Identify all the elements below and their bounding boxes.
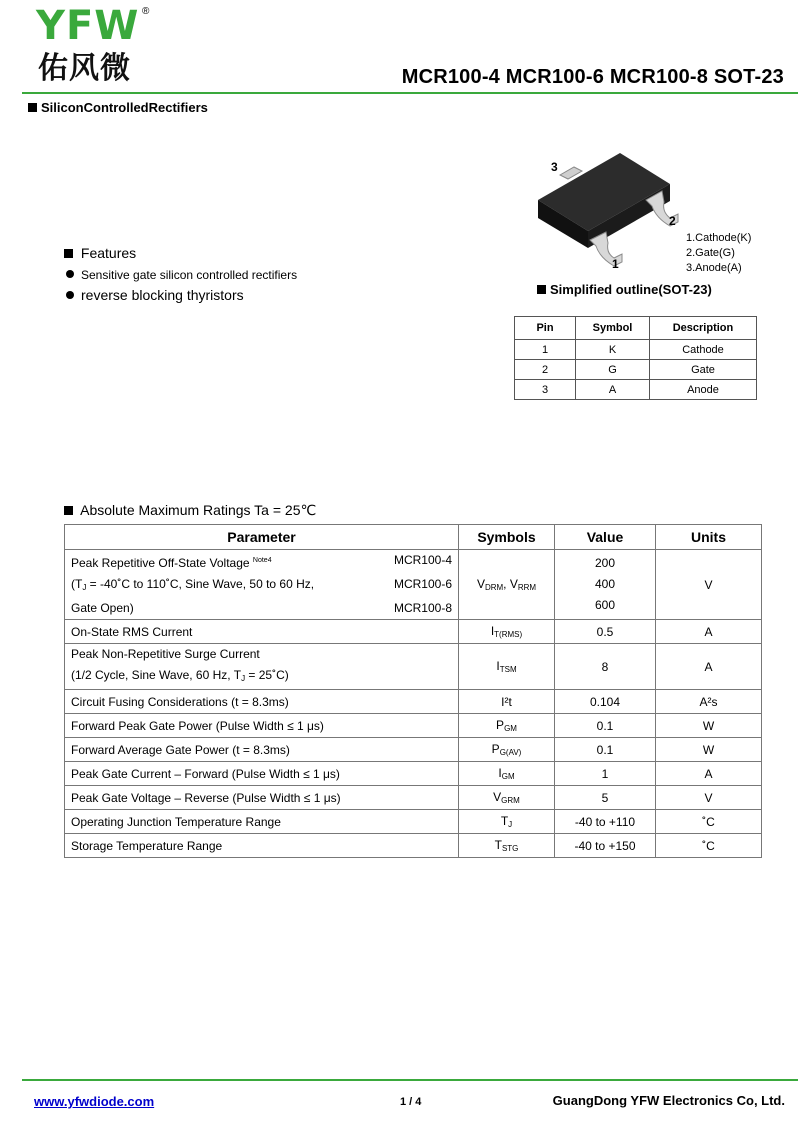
symbol-cell: A — [576, 380, 650, 400]
logo-cjk-text: 佑风微 — [38, 52, 131, 85]
features-heading-label: Features — [80, 245, 137, 261]
pin-legend — [686, 231, 751, 276]
description-cell: Anode — [650, 380, 757, 400]
ratings-row — [65, 620, 762, 644]
pin-legend-item: 2.Gate(G) — [686, 247, 735, 259]
value-cell: -40 to +110 — [555, 810, 656, 834]
header-rule — [22, 92, 798, 94]
unit-cell: V — [656, 550, 762, 620]
symbol-cell: G — [576, 360, 650, 380]
feature-text: Sensitive gate silicon controlled rectifiers — [81, 268, 298, 282]
value-cell: 8 — [555, 644, 656, 690]
square-bullet-icon — [64, 249, 73, 258]
symbol-sub: STG — [501, 844, 519, 853]
ratings-row — [65, 834, 762, 858]
pin-legend-item: 1.Cathode(K) — [686, 232, 752, 244]
symbol-sub: TSM — [499, 665, 517, 674]
unit-cell: ˚C — [656, 810, 762, 834]
ratings-row-vdrm — [65, 550, 762, 620]
value-cell: 0.104 — [555, 690, 656, 714]
param-line — [71, 550, 452, 574]
pin-table-header: Description — [650, 317, 757, 340]
symbol-cell — [459, 786, 555, 810]
pin-table-header-row — [515, 317, 757, 340]
unit-cell: W — [656, 738, 762, 762]
symbol-text: P — [491, 742, 500, 756]
symbol-sub: DRM — [484, 583, 504, 592]
pin-table — [514, 316, 757, 400]
symbol-cell: I²t — [459, 690, 555, 714]
param-text: Gate Open) — [71, 601, 134, 615]
model-label: MCR100-8 — [393, 601, 452, 615]
model-label: MCR100-6 — [393, 577, 452, 591]
symbol-cell — [459, 714, 555, 738]
symbol-cell — [459, 762, 555, 786]
symbol-text: I — [498, 766, 502, 780]
square-bullet-icon — [537, 285, 546, 294]
ratings-heading — [64, 502, 316, 519]
parameter-cell: Operating Junction Temperature Range — [65, 810, 459, 834]
parameter-cell — [65, 550, 459, 620]
pin-number-1: 1 — [612, 257, 619, 271]
param-text: Peak Non-Repetitive Surge Current — [71, 647, 260, 661]
symbol-cell — [459, 550, 555, 620]
outline-heading-label: Simplified outline(SOT-23) — [550, 282, 712, 297]
unit-cell: A — [656, 644, 762, 690]
value-text: 600 — [594, 598, 616, 612]
ratings-row — [65, 714, 762, 738]
symbol-text: T — [494, 838, 502, 852]
ratings-table — [64, 524, 762, 858]
parameter-cell: Storage Temperature Range — [65, 834, 459, 858]
ratings-header: Symbols — [459, 525, 555, 550]
registered-mark: ® — [142, 6, 150, 17]
unit-cell: ˚C — [656, 834, 762, 858]
param-line-text — [71, 550, 272, 574]
ratings-row-itsm — [65, 644, 762, 690]
symbol-text: V — [493, 790, 502, 804]
page-number: 1 / 4 — [400, 1096, 422, 1108]
document-title: MCR100-4 MCR100-6 MCR100-8 SOT-23 — [401, 66, 784, 88]
param-line-text — [71, 574, 314, 598]
pin-table-row — [515, 340, 757, 360]
parameter-cell — [65, 644, 459, 690]
symbol-cell — [459, 644, 555, 690]
square-bullet-icon — [28, 103, 37, 112]
parameter-cell: Forward Peak Gate Power (Pulse Width ≤ 1 μs) — [65, 714, 459, 738]
unit-cell: W — [656, 714, 762, 738]
pin-number-3: 3 — [551, 160, 558, 174]
parameter-cell: Forward Average Gate Power (t = 8.3ms) — [65, 738, 459, 762]
feature-text: reverse blocking thyristors — [81, 287, 244, 303]
features-heading — [64, 245, 136, 261]
symbol-sub: GM — [504, 724, 517, 733]
symbol-text: T — [500, 814, 509, 828]
symbol-cell — [459, 834, 555, 858]
symbol-text: I — [496, 659, 500, 673]
ratings-header: Parameter — [65, 525, 459, 550]
value-cell: 0.1 — [555, 714, 656, 738]
ratings-row — [65, 762, 762, 786]
symbol-sub: G(AV) — [499, 748, 522, 757]
pin-cell: 2 — [515, 360, 576, 380]
param-text: = -40˚C to 110˚C, Sine Wave, 50 to 60 Hz, — [86, 577, 315, 591]
value-text: 400 — [594, 577, 616, 591]
ratings-header: Value — [555, 525, 656, 550]
value-cell: 0.1 — [555, 738, 656, 762]
param-sub: J — [82, 583, 87, 592]
round-bullet-icon — [66, 270, 74, 278]
symbol-sub: GRM — [501, 796, 520, 805]
logo-latin-text: YFW — [36, 3, 140, 49]
param-line — [71, 574, 452, 598]
value-cell: -40 to +150 — [555, 834, 656, 858]
description-cell: Gate — [650, 360, 757, 380]
value-cell: 1 — [555, 762, 656, 786]
ratings-row — [65, 786, 762, 810]
category-label: SiliconControlledRectifiers — [41, 100, 208, 115]
feature-item — [66, 287, 244, 303]
model-label: MCR100-4 — [393, 553, 452, 567]
pin-cell: 3 — [515, 380, 576, 400]
description-cell: Cathode — [650, 340, 757, 360]
ratings-heading-label: Absolute Maximum Ratings Ta = 25℃ — [80, 502, 317, 518]
param-line — [71, 665, 452, 689]
note-ref: Note4 — [252, 557, 272, 564]
unit-cell: A²s — [656, 690, 762, 714]
parameter-cell: Peak Gate Voltage – Reverse (Pulse Width ≤ 1 μs) — [65, 786, 459, 810]
pin-table-header: Pin — [515, 317, 576, 340]
square-bullet-icon — [64, 506, 73, 515]
symbol-text: I — [490, 624, 495, 638]
company-logo — [36, 3, 156, 88]
symbol-text: , V — [503, 577, 518, 591]
ratings-header-row — [65, 525, 762, 550]
symbol-cell — [459, 810, 555, 834]
pin-table-row — [515, 360, 757, 380]
website-link[interactable]: www.yfwdiode.com — [34, 1094, 155, 1109]
param-text: = 25˚C) — [245, 668, 289, 682]
category-heading — [28, 100, 208, 115]
ratings-row — [65, 690, 762, 714]
param-text: (1/2 Cycle, Sine Wave, 60 Hz, T — [71, 668, 242, 682]
ratings-header: Units — [656, 525, 762, 550]
symbol-text: P — [496, 718, 505, 732]
param-text: Peak Repetitive Off-State Voltage — [71, 556, 250, 570]
parameter-cell: On-State RMS Current — [65, 620, 459, 644]
param-line — [71, 598, 452, 619]
value-cell — [555, 550, 656, 620]
ratings-row — [65, 738, 762, 762]
symbol-cell: K — [576, 340, 650, 360]
value-text: 200 — [594, 556, 616, 570]
symbol-sub: RRM — [517, 583, 537, 592]
pin-cell: 1 — [515, 340, 576, 360]
parameter-cell: Circuit Fusing Considerations (t = 8.3ms) — [65, 690, 459, 714]
footer-rule — [22, 1079, 798, 1081]
outline-heading — [537, 282, 712, 297]
pin-legend-item: 3.Anode(A) — [686, 262, 742, 274]
unit-cell: V — [656, 786, 762, 810]
pin-table-row — [515, 380, 757, 400]
pin-table-header: Symbol — [576, 317, 650, 340]
symbol-sub: GM — [501, 772, 515, 781]
symbol-text: V — [476, 577, 485, 591]
unit-cell: A — [656, 620, 762, 644]
feature-item — [66, 268, 297, 282]
param-text: (T — [71, 577, 83, 591]
value-cell: 0.5 — [555, 620, 656, 644]
value-cell: 5 — [555, 786, 656, 810]
symbol-cell — [459, 738, 555, 762]
ratings-row — [65, 810, 762, 834]
symbol-sub: T(RMS) — [494, 630, 523, 639]
unit-cell: A — [656, 762, 762, 786]
param-sub: J — [241, 674, 246, 683]
symbol-cell — [459, 620, 555, 644]
pin-number-2: 2 — [669, 214, 676, 228]
symbol-sub: J — [508, 820, 513, 829]
round-bullet-icon — [66, 291, 74, 299]
parameter-cell: Peak Gate Current – Forward (Pulse Width ≤ 1 μs) — [65, 762, 459, 786]
company-name: GuangDong YFW Electronics Co, Ltd. — [552, 1093, 785, 1108]
